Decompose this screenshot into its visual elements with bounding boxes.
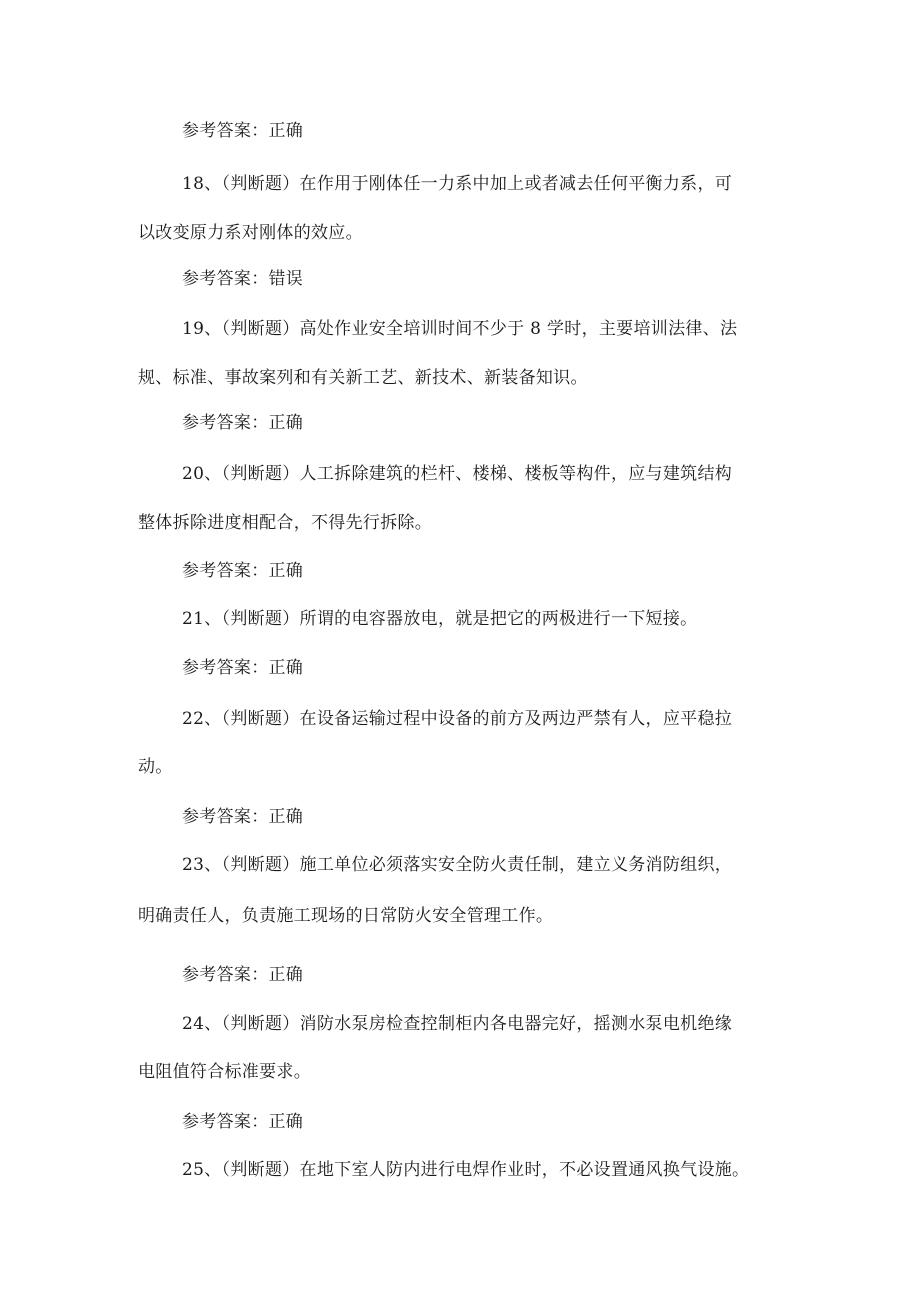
answer-label: 参考答案： <box>182 658 269 678</box>
question-text: 明确责任人，负责施工现场的日常防火安全管理工作。 <box>138 906 554 926</box>
question-text: 动。 <box>138 757 173 777</box>
question-type-tag: （判断题） <box>221 1160 300 1180</box>
answer-value: 正确 <box>268 1112 304 1132</box>
question-number: 19 <box>182 319 205 339</box>
question-23-line-1 <box>182 853 802 877</box>
question-18-line-1 <box>182 172 802 196</box>
answer-line <box>182 963 303 987</box>
question-separator: 、 <box>204 709 222 729</box>
question-text: 在设备运输过程中设备的前方及两边严禁有人，应平稳拉 <box>299 709 733 729</box>
question-19-line-1 <box>182 317 802 341</box>
question-20-line-2 <box>138 511 432 535</box>
question-22-line-2 <box>138 755 173 779</box>
question-18-line-2 <box>138 221 363 245</box>
answer-label: 参考答案： <box>182 413 269 433</box>
answer-value: 正确 <box>268 807 304 827</box>
question-24-line-1 <box>182 1012 802 1036</box>
question-number: 21 <box>182 609 205 629</box>
answer-label: 参考答案： <box>182 1112 269 1132</box>
question-20-line-1 <box>182 462 802 486</box>
answer-value: 错误 <box>268 269 304 289</box>
question-type-tag: （判断题） <box>221 464 300 484</box>
question-text: 电阻值符合标准要求。 <box>138 1062 311 1082</box>
question-24-line-2 <box>138 1060 311 1084</box>
question-type-tag: （判断题） <box>221 609 300 629</box>
answer-line <box>182 1110 303 1134</box>
answer-line <box>182 559 303 583</box>
question-type-tag: （判断题） <box>221 1014 300 1034</box>
answer-label: 参考答案： <box>182 121 269 141</box>
question-text: 整体拆除进度相配合，不得先行拆除。 <box>138 513 433 533</box>
question-25-line-1 <box>182 1158 802 1182</box>
answer-value: 正确 <box>268 561 304 581</box>
question-separator: 、 <box>204 855 222 875</box>
question-separator: 、 <box>204 1160 222 1180</box>
question-separator: 、 <box>204 319 222 339</box>
answer-value: 正确 <box>268 121 304 141</box>
answer-line <box>182 119 303 143</box>
question-23-line-2 <box>138 904 553 928</box>
question-text: 规、标准、事故案列和有关新工艺、新技术、新装备知识。 <box>138 368 588 388</box>
answer-label: 参考答案： <box>182 561 269 581</box>
answer-line <box>182 805 303 829</box>
question-type-tag: （判断题） <box>221 174 300 194</box>
question-text: 施工单位必须落实安全防火责任制，建立义务消防组织， <box>299 855 733 875</box>
question-separator: 、 <box>204 1014 222 1034</box>
question-number: 24 <box>182 1014 205 1034</box>
question-separator: 、 <box>204 609 222 629</box>
question-text: 人工拆除建筑的栏杆、楼梯、楼板等构件，应与建筑结构 <box>299 464 733 484</box>
question-number: 20 <box>182 464 205 484</box>
question-text: 消防水泵房检查控制柜内各电器完好，摇测水泵电机绝缘 <box>299 1014 733 1034</box>
question-21-line-1 <box>182 607 802 631</box>
question-text: 在地下室人防内进行电焊作业时，不必设置通风换气设施。 <box>299 1160 750 1180</box>
question-text: 以改变原力系对刚体的效应。 <box>138 223 363 243</box>
question-separator: 、 <box>204 464 222 484</box>
question-number: 23 <box>182 855 205 875</box>
answer-label: 参考答案： <box>182 269 269 289</box>
question-text: 高处作业安全培训时间不少于 8 学时，主要培训法律、法 <box>299 319 738 339</box>
answer-value: 正确 <box>268 413 304 433</box>
answer-value: 正确 <box>268 658 304 678</box>
answer-value: 正确 <box>268 965 304 985</box>
question-number: 22 <box>182 709 205 729</box>
question-type-tag: （判断题） <box>221 709 300 729</box>
answer-line <box>182 656 303 680</box>
answer-label: 参考答案： <box>182 807 269 827</box>
question-text: 在作用于刚体任一力系中加上或者减去任何平衡力系，可 <box>299 174 733 194</box>
question-text: 所谓的电容器放电，就是把它的两极进行一下短接。 <box>299 609 698 629</box>
question-separator: 、 <box>204 174 222 194</box>
answer-label: 参考答案： <box>182 965 269 985</box>
question-number: 18 <box>182 174 205 194</box>
answer-line <box>182 267 303 291</box>
question-22-line-1 <box>182 707 802 731</box>
question-number: 25 <box>182 1160 205 1180</box>
answer-line <box>182 411 303 435</box>
question-type-tag: （判断题） <box>221 319 300 339</box>
question-type-tag: （判断题） <box>221 855 300 875</box>
question-19-line-2 <box>138 366 588 390</box>
